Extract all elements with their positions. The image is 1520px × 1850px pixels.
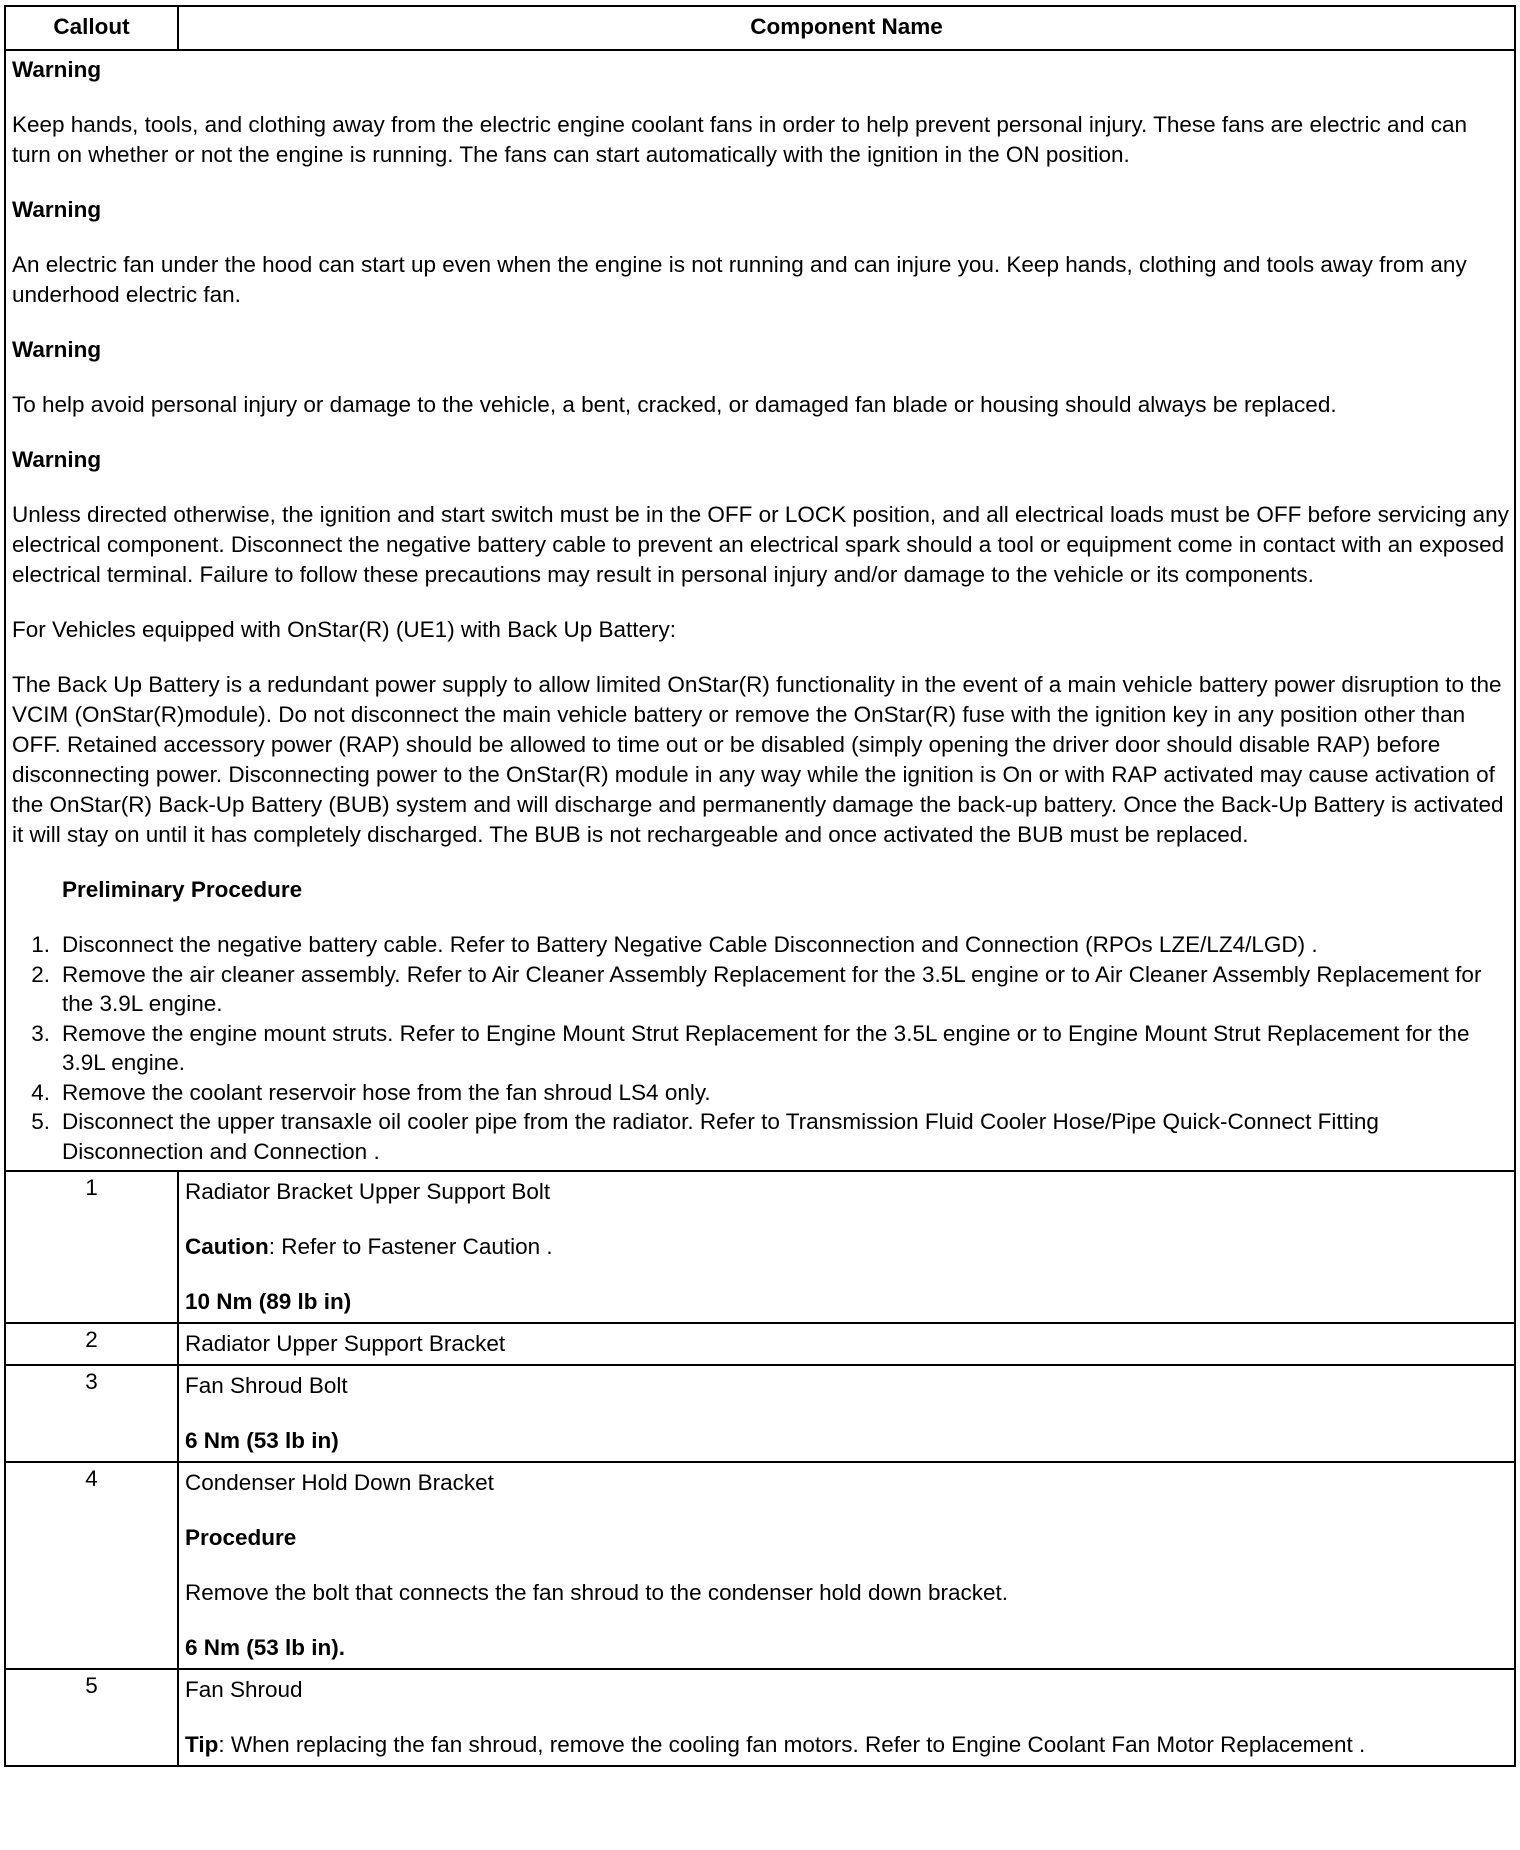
table-row — [5, 1365, 1515, 1462]
step-text: Remove the engine mount struts. Refer to Engine Mount Strut Replacement for the 3.5L engine or to Engine Mount Strut Replacement for the 3.9L engine. — [62, 1020, 1470, 1075]
onstar-text: The Back Up Battery is a redundant power supply to allow limited OnStar(R) functionality in the event of a main vehicle battery power disruption to the VCIM (OnStar(R)module). Do not disconnect the main vehicle battery or remove the OnStar(R) fuse with the ignition key in any position other than OFF. Retained accessory power (RAP) should be allowed to time out or be disabled (simply opening the driver door should disable RAP) before disconnecting power. Disconnecting power to the OnStar(R) module in any way while the ignition is On or with RAP activated may cause activation of the OnStar(R) Back-Up Battery (BUB) system and will discharge and permanently damage the back-up battery. Once the Back-Up Battery is activated it will stay on until it has completely discharged. The BUB is not rechargeable and once activated the BUB must be replaced. — [12, 672, 1504, 847]
component-cell — [178, 1462, 1515, 1669]
tip-text: : When replacing the fan shroud, remove the cooling fan motors. Refer to Engine Coolant Fan Motor Replacement . — [218, 1732, 1366, 1757]
header-callout: Callout — [5, 6, 178, 50]
step-number: 2. — [31, 961, 50, 987]
caution-label: Caution — [185, 1234, 269, 1259]
callout-number: 1 — [5, 1171, 178, 1323]
header-component-name: Component Name — [178, 6, 1515, 50]
step-text: Remove the coolant reservoir hose from the fan shroud LS4 only. — [62, 1079, 711, 1105]
procedure-label: Procedure — [185, 1525, 297, 1550]
table-row — [5, 1323, 1515, 1365]
list-item — [12, 1019, 1509, 1078]
torque-spec: 10 Nm (89 lb in) — [185, 1289, 352, 1314]
table-row — [5, 1669, 1515, 1766]
warning-text: Keep hands, tools, and clothing away from the electric engine coolant fans in order to help prevent personal injury. These fans are electric and can turn on whether or not the engine is running. The fans can start automatically with the ignition in the ON position. — [12, 112, 1468, 167]
component-name: Fan Shroud Bolt — [185, 1373, 348, 1398]
step-text: Disconnect the upper transaxle oil cooler pipe from the radiator. Refer to Transmission Fluid Cooler Hose/Pipe Quick-Connect Fitting Disconnection and Connection . — [62, 1109, 1379, 1164]
torque-spec: 6 Nm (53 lb in). — [185, 1635, 346, 1660]
list-item — [12, 1078, 1509, 1108]
callout-number: 3 — [5, 1365, 178, 1462]
component-cell — [178, 1669, 1515, 1766]
torque-spec: 6 Nm (53 lb in) — [185, 1428, 339, 1453]
step-number: 1. — [31, 932, 50, 957]
warning-title: Warning — [12, 447, 102, 472]
list-item — [12, 930, 1509, 960]
preliminary-procedure-title: Preliminary Procedure — [62, 877, 303, 902]
callout-number: 2 — [5, 1323, 178, 1365]
warning-title: Warning — [12, 197, 102, 222]
warning-text: An electric fan under the hood can start up even when the engine is not running and can injure you. Keep hands, clothing and tools away from any underhood electric fan. — [12, 252, 1467, 307]
warning-title: Warning — [12, 337, 102, 362]
tip-label: Tip — [185, 1732, 219, 1757]
component-cell — [178, 1323, 1515, 1365]
step-text: Remove the air cleaner assembly. Refer to Air Cleaner Assembly Replacement for the 3.5L engine or to Air Cleaner Assembly Replacement for the 3.9L engine. — [62, 961, 1482, 1016]
warning-title: Warning — [12, 57, 102, 82]
step-number: 4. — [31, 1079, 50, 1105]
onstar-heading: For Vehicles equipped with OnStar(R) (UE1) with Back Up Battery: — [12, 617, 677, 642]
tip-note — [185, 1730, 1508, 1760]
callout-number: 4 — [5, 1462, 178, 1669]
intro-cell — [5, 50, 1515, 1171]
table-row — [5, 1171, 1515, 1323]
component-name: Fan Shroud — [185, 1677, 303, 1702]
table-row — [5, 1462, 1515, 1669]
component-cell — [178, 1171, 1515, 1323]
warning-text: To help avoid personal injury or damage to the vehicle, a bent, cracked, or damaged fan blade or housing should always be replaced. — [12, 392, 1337, 417]
component-name: Condenser Hold Down Bracket — [185, 1470, 494, 1495]
component-cell — [178, 1365, 1515, 1462]
preliminary-steps-list — [12, 930, 1509, 1166]
caution-note — [185, 1232, 1508, 1262]
procedure-text: Remove the bolt that connects the fan shroud to the condenser hold down bracket. — [185, 1580, 1009, 1605]
list-item — [12, 960, 1509, 1019]
step-text: Disconnect the negative battery cable. Refer to Battery Negative Cable Disconnection and Connection (RPOs LZE/LZ4/LGD) . — [62, 932, 1318, 957]
caution-text: : Refer to Fastener Caution . — [268, 1234, 553, 1259]
warning-text: Unless directed otherwise, the ignition and start switch must be in the OFF or LOCK position, and all electrical loads must be OFF before servicing any electrical component. Disconnect the negative battery cable to prevent an electrical spark should a tool or equipment come in contact with an exposed electrical terminal. Failure to follow these precautions may result in personal injury and/or damage to the vehicle or its components. — [12, 502, 1509, 587]
step-number: 3. — [31, 1020, 50, 1046]
component-name: Radiator Bracket Upper Support Bolt — [185, 1179, 551, 1204]
component-name: Radiator Upper Support Bracket — [185, 1331, 506, 1356]
list-item — [12, 1107, 1509, 1166]
table-header-row — [5, 6, 1515, 50]
callout-number: 5 — [5, 1669, 178, 1766]
step-number: 5. — [31, 1109, 50, 1134]
component-table — [4, 5, 1516, 1767]
intro-row — [5, 50, 1515, 1171]
